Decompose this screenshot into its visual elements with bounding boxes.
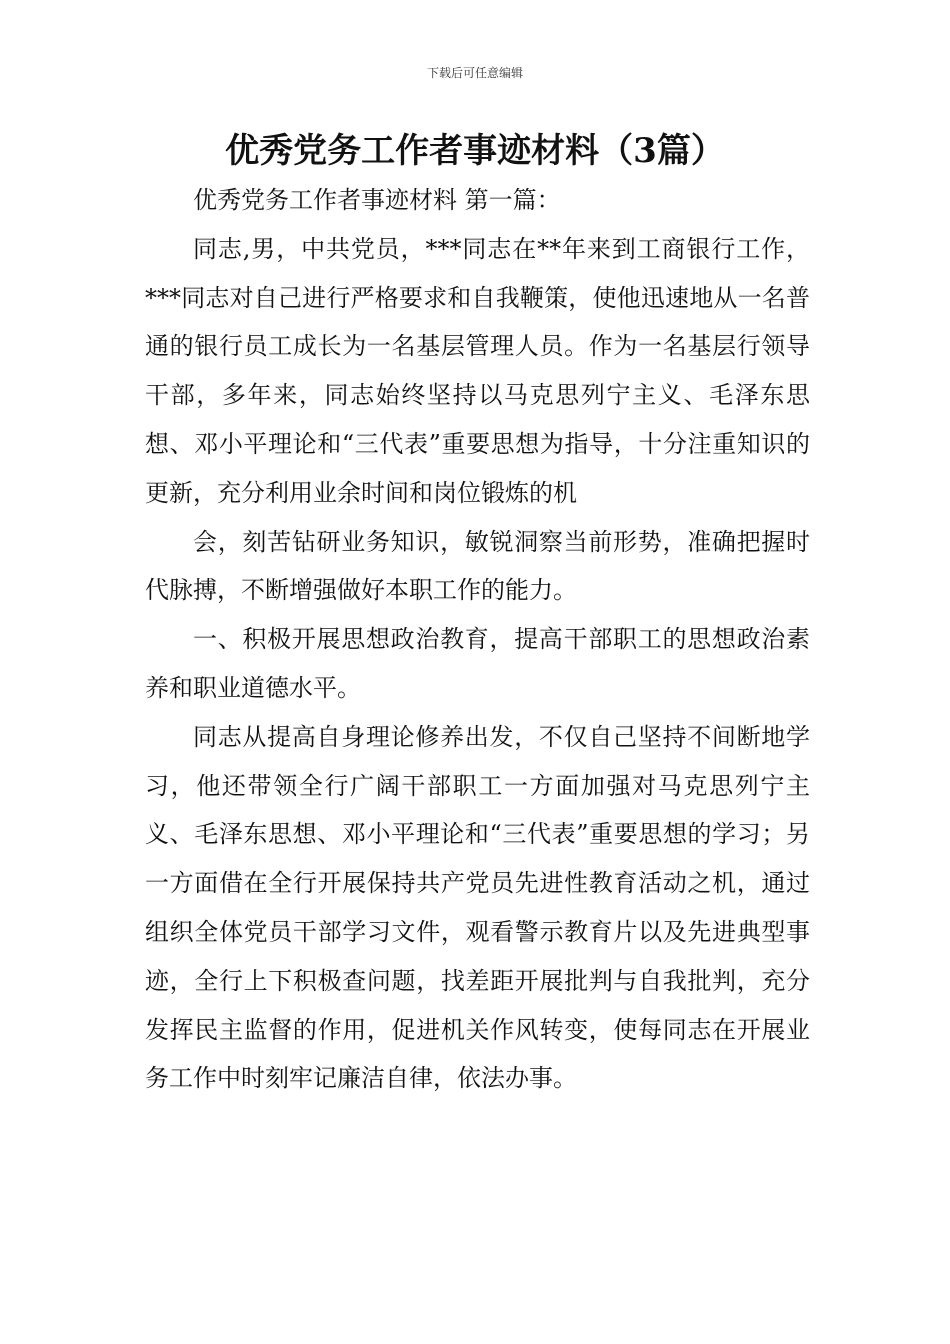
document-body [145, 176, 810, 1103]
paragraph-intro: 优秀党务工作者事迹材料 第一篇： [193, 186, 561, 214]
paragraph-section-body: 同志从提高自身理论修养出发，不仅自己坚持不间断地学习，他还带领全行广阔干部职工一方面加强对马克思列宁主义、毛泽东思想、邓小平理论和“三代表”重要思想的学习；另一方面借在全行开展保持共产党员先进性教育活动之机，通过组织全体党员干部学习文件，观看警示教育片以及先进典型事迹，全行上下积极查问题，找差距开展批判与自我批判，充分发挥民主监督的作用，促进机关作风转变，使每同志在开展业务工作中时刻牢记廉洁自律，依法办事。 [145, 722, 810, 1093]
header-note: 下载后可任意编辑 [426, 66, 523, 80]
paragraph-continuation: 会，刻苦钻研业务知识，敏锐洞察当前形势，准确把握时代脉搏，不断增强做好本职工作的能力。 [145, 527, 810, 605]
paragraph-biography: 同志,男，中共党员，***同志在**年来到工商银行工作，***同志对自己进行严格要求和自我鞭策，使他迅速地从一名普通的银行员工成长为一名基层管理人员。作为一名基层行领导干部，多年来，同志始终坚持以马克思列宁主义、毛泽东思想、邓小平理论和“三代表”重要思想为指导，十分注重知识的更新，充分利用业余时间和岗位锻炼的机 [145, 234, 810, 507]
paragraph-section-heading: 一、积极开展思想政治教育，提高干部职工的思想政治素养和职业道德水平。 [145, 625, 810, 702]
document-title: 优秀党务工作者事迹材料（3篇） [225, 131, 725, 171]
